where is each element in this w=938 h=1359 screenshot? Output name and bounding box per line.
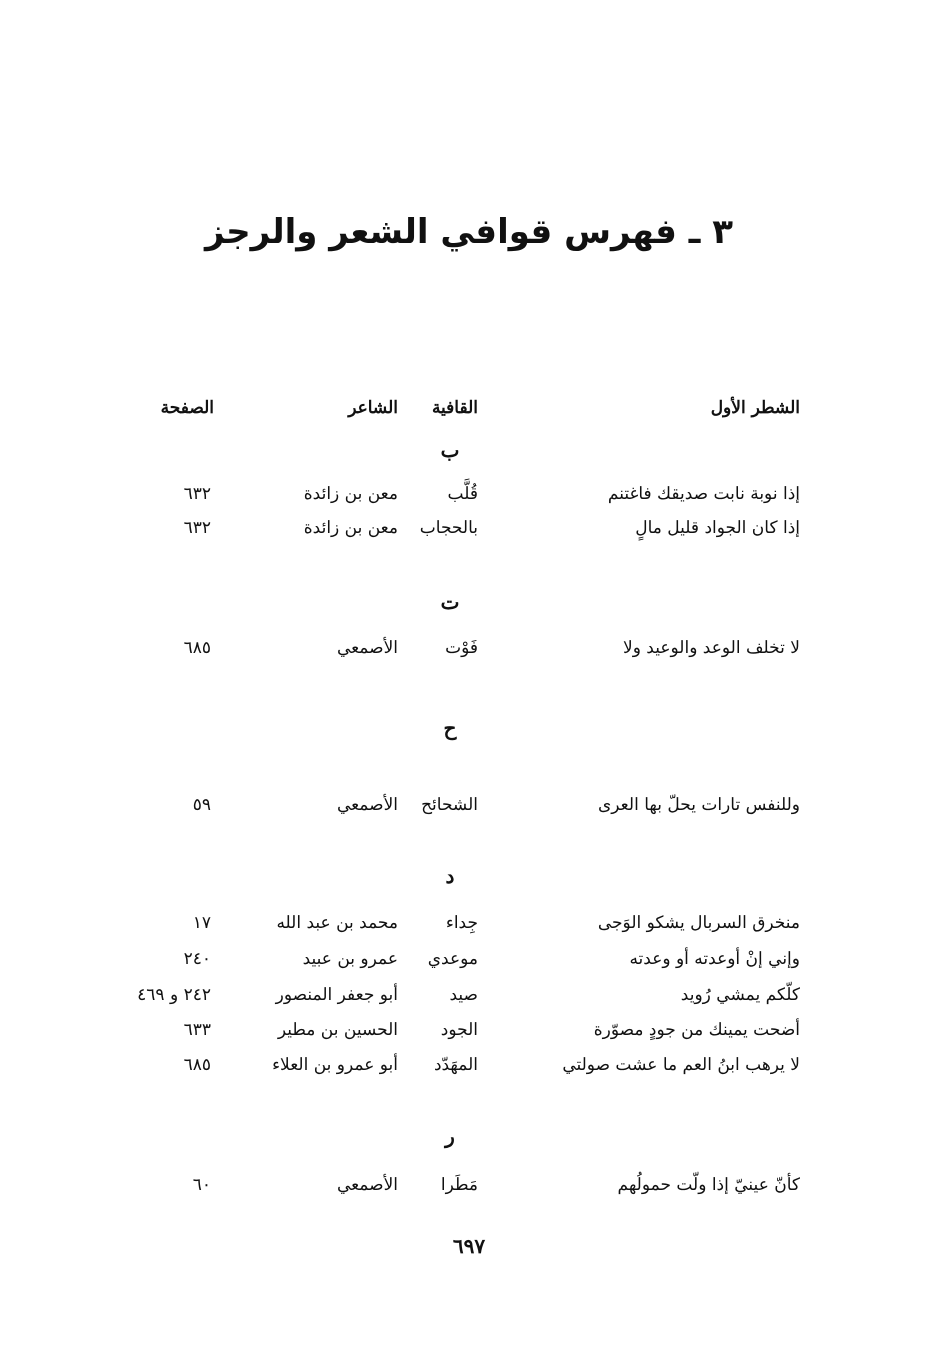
poet-cell: الأصمعي: [336, 1175, 398, 1195]
rhyme-cell: صيد: [449, 985, 478, 1005]
page-cell: ٢٤٢ و ٤٦٩: [137, 985, 211, 1005]
verse-cell: إذا نوبة نابت صديقك فاغتنم: [607, 484, 800, 504]
rhyme-cell: فَوْت: [445, 638, 478, 658]
page-cell: ٦٨٥: [183, 638, 211, 658]
section-letter-b: ب: [440, 438, 460, 462]
page-cell: ١٧: [192, 913, 211, 933]
verse-cell: منخرق السربال يشكو الوَجى: [597, 913, 800, 933]
header-page: الصفحة: [160, 398, 214, 418]
poet-cell: معن بن زائدة: [303, 484, 398, 504]
page-cell: ٦٨٥: [183, 1055, 211, 1075]
poet-cell: أبو جعفر المنصور: [275, 985, 398, 1005]
poet-cell: محمد بن عبد الله: [276, 913, 398, 933]
header-verse: الشطر الأول: [710, 398, 800, 418]
poet-cell: الحسين بن مطير: [277, 1020, 398, 1040]
rhyme-cell: بالحجاب: [419, 518, 478, 538]
rhyme-cell: موعدي: [427, 949, 478, 969]
verse-cell: لا تخلف الوعد والوعيد ولا: [623, 638, 800, 658]
page-cell: ٢٤٠: [183, 949, 211, 969]
verse-cell: كأنّ عينيّ إذا ولّت حمولُهم: [617, 1175, 800, 1195]
section-letter-t: ت: [440, 590, 460, 614]
page-number: ٦٩٧: [452, 1234, 486, 1258]
header-poet: الشاعر: [348, 398, 398, 418]
rhyme-cell: المهَدّد: [433, 1055, 478, 1075]
rhyme-cell: مَطَرا: [440, 1175, 478, 1195]
rhyme-cell: جِداء: [445, 913, 478, 933]
page-cell: ٦٣٣: [183, 1020, 211, 1040]
poet-cell: الأصمعي: [336, 795, 398, 815]
page-cell: ٦٠: [192, 1175, 211, 1195]
header-rhyme: القافية: [431, 398, 478, 418]
page-cell: ٥٩: [192, 795, 211, 815]
poet-cell: عمرو بن عبيد: [302, 949, 398, 969]
verse-cell: أضحت يمينك من جودٍ مصوّرة: [593, 1020, 800, 1040]
rhyme-cell: قُلَّب: [447, 484, 478, 504]
poet-cell: معن بن زائدة: [303, 518, 398, 538]
poet-cell: الأصمعي: [336, 638, 398, 658]
page-cell: ٦٣٢: [183, 484, 211, 504]
verse-cell: لا يرهب ابنُ العم ما عشت صولتي: [562, 1055, 800, 1075]
rhyme-cell: الشحائح: [421, 795, 478, 815]
section-letter-d: د: [445, 864, 455, 888]
verse-cell: كلّكم يمشي رُويد: [680, 985, 800, 1005]
page-title: ٣ ـ فهرس قوافي الشعر والرجز: [205, 212, 733, 252]
verse-cell: وللنفس تارات يحلّ بها العرى: [598, 795, 800, 815]
section-letter-h: ح: [443, 716, 457, 740]
rhyme-cell: الجود: [440, 1020, 478, 1040]
poet-cell: أبو عمرو بن العلاء: [272, 1055, 398, 1075]
page-cell: ٦٣٢: [183, 518, 211, 538]
verse-cell: إذا كان الجواد قليل مالٍ: [635, 518, 800, 538]
section-letter-r: ر: [445, 1124, 455, 1148]
verse-cell: وإني إنْ أوعدته أو وعدته: [629, 949, 800, 969]
